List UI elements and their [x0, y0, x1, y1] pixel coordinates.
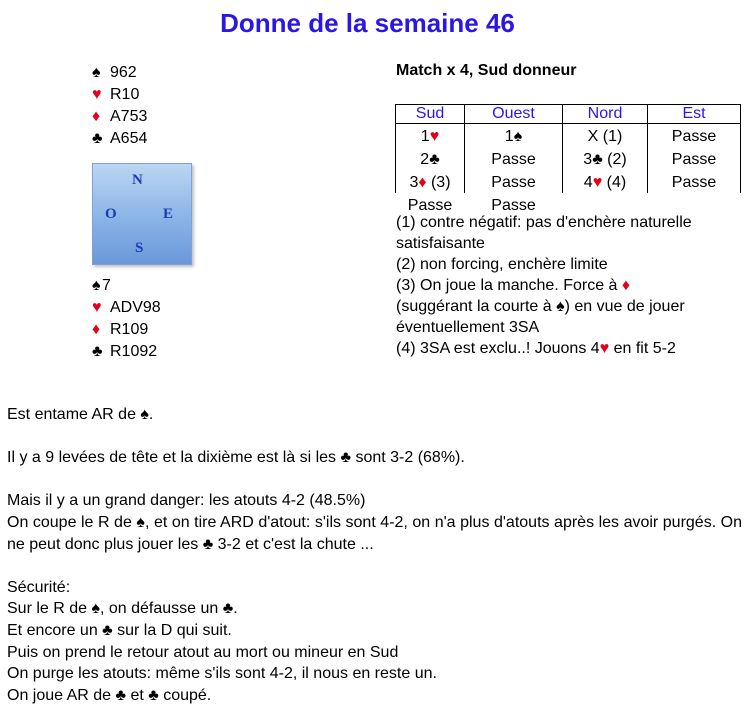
bidding-header-row [396, 105, 741, 124]
bid-text: Passe [491, 174, 536, 191]
bid-text: X (1) [587, 128, 623, 145]
bid-level: 3 [583, 151, 593, 168]
paragraph [7, 512, 742, 555]
paragraph: Sécurité: [7, 578, 71, 596]
heart-icon: ♥ [599, 340, 610, 357]
bid-level: 1 [504, 128, 514, 145]
paragraph: Puis on prend le retour atout au mort ou mineur en Sud [7, 643, 399, 661]
text: , on défausse un [99, 600, 223, 618]
bid-text: Passe [491, 197, 536, 214]
text: On coupe le R de [7, 513, 137, 531]
club-icon: ♣ [222, 600, 234, 618]
match-info: Match x 4, Sud donneur [396, 62, 577, 79]
heart-icon: ♥ [92, 299, 102, 316]
north-diamonds-cards: A753 [110, 108, 148, 125]
bid-text: Passe [671, 128, 717, 145]
note-1: (1) contre négatif: pas d'enchère naturelle satisfaisante [396, 214, 692, 252]
analysis-text [7, 404, 742, 706]
text: Est entame AR de [7, 406, 141, 423]
south-diamonds [92, 319, 161, 341]
bidding-table [395, 104, 741, 216]
bid-cell [563, 170, 648, 193]
bid-level: 4 [583, 174, 593, 191]
note-4-text: en fit 5-2 [609, 340, 676, 357]
note-3-text: (3) On joue la manche. Force à [396, 277, 622, 294]
bid-note-ref: (2) [602, 151, 627, 168]
compass-east: E [163, 206, 174, 222]
header-est: Est [648, 105, 741, 124]
note-4-text: (4) 3SA est exclu..! Jouons 4 [396, 340, 600, 357]
south-clubs [92, 341, 161, 363]
spade-icon: ♠ [136, 513, 145, 531]
bid-cell [465, 147, 563, 170]
diamond-icon: ♦ [92, 108, 101, 125]
note-3 [396, 275, 741, 338]
header-ouest: Ouest [465, 105, 563, 124]
spade-icon: ♠ [92, 64, 101, 81]
text: 3-2 et c'est la chute ... [213, 535, 374, 553]
south-diamonds-cards: R109 [110, 321, 149, 338]
bid-cell [648, 124, 741, 148]
north-clubs [92, 128, 147, 150]
south-spades-cards: 7 [102, 277, 111, 294]
text: . [233, 600, 238, 618]
diamond-icon: ♦ [621, 277, 631, 294]
bidding-row [396, 170, 741, 193]
note-2: (2) non forcing, enchère limite [396, 256, 608, 273]
club-icon: ♣ [102, 621, 113, 639]
paragraph [7, 598, 742, 620]
south-clubs-cards: R1092 [110, 343, 158, 360]
note-3-text: (suggérant la courte à [396, 298, 557, 315]
text: coupé. [158, 686, 212, 704]
club-icon: ♣ [429, 151, 440, 168]
bid-cell [563, 147, 648, 170]
bid-note-ref: (3) [426, 174, 451, 191]
paragraph [7, 685, 742, 706]
north-hand [92, 62, 147, 150]
text: Il y a 9 levées de tête et la dixième est là si les [7, 449, 341, 467]
text: . [148, 406, 154, 423]
bid-cell [396, 147, 465, 170]
south-hand [92, 275, 161, 363]
note-3-text: ) en vue de jouer éventuellement 3SA [396, 298, 685, 336]
north-diamonds [92, 106, 147, 128]
spade-icon: ♠ [513, 128, 523, 145]
text: Sur le R de [7, 600, 92, 618]
bid-text: Passe [407, 197, 453, 214]
club-icon: ♣ [340, 449, 351, 467]
text: et [126, 686, 149, 704]
north-spades-cards: 962 [110, 64, 137, 81]
north-hearts-cards: R10 [110, 86, 140, 103]
bid-level: 1 [420, 128, 430, 145]
bidding-notes [396, 212, 741, 359]
header-nord: Nord [563, 105, 648, 124]
bid-text: Passe [671, 151, 717, 168]
club-icon: ♣ [115, 686, 127, 704]
spade-icon: ♠ [140, 406, 149, 423]
text: sont 3-2 (68%). [351, 449, 465, 467]
south-hearts [92, 297, 161, 319]
text: Et encore un [7, 621, 103, 639]
bid-level: 3 [409, 174, 419, 191]
south-spades [92, 275, 161, 297]
note-4 [396, 338, 741, 359]
north-clubs-cards: A654 [110, 130, 148, 147]
paragraph [7, 447, 742, 469]
compass-south: S [135, 240, 144, 256]
page-title: Donne de la semaine 46 [220, 8, 515, 38]
north-spades [92, 62, 147, 84]
spade-icon: ♠ [92, 277, 101, 294]
heart-icon: ♥ [92, 86, 102, 103]
diamond-icon: ♦ [92, 321, 101, 338]
bid-level: 2 [420, 151, 430, 168]
club-icon: ♣ [92, 343, 103, 360]
south-hearts-cards: ADV98 [110, 299, 161, 316]
heart-icon: ♥ [429, 128, 440, 145]
bid-cell [396, 170, 465, 193]
spade-icon: ♠ [556, 298, 565, 315]
compass-north: N [132, 172, 143, 188]
club-icon: ♣ [592, 151, 603, 168]
paragraph [7, 404, 742, 426]
bid-cell [396, 124, 465, 148]
bid-cell [648, 147, 741, 170]
text: , et on tire ARD d'atout: s'ils sont 4-2, on n'a plus d'atouts après les avoir purgés. On ne peut donc plus jouer les [7, 513, 743, 553]
bid-text: Passe [491, 151, 536, 168]
bid-cell [465, 170, 563, 193]
club-icon: ♣ [148, 686, 159, 704]
bid-text: Passe [671, 174, 717, 191]
bid-cell [563, 124, 648, 148]
heart-icon: ♥ [592, 174, 603, 191]
bid-cell [648, 170, 741, 193]
paragraph [7, 620, 742, 642]
diamond-icon: ♦ [418, 174, 427, 191]
text: On joue AR de [7, 686, 116, 704]
compass-west: O [105, 206, 117, 222]
text: sur la D qui suit. [112, 621, 232, 639]
club-icon: ♣ [202, 535, 214, 553]
club-icon: ♣ [92, 130, 103, 147]
header-sud: Sud [396, 105, 465, 124]
paragraph: Mais il y a un grand danger: les atouts 4-2 (48.5%) [7, 492, 366, 510]
bid-cell [465, 124, 563, 148]
compass-box [92, 163, 192, 265]
bid-note-ref: (4) [602, 174, 627, 191]
bidding-row [396, 124, 741, 148]
spade-icon: ♠ [91, 600, 100, 618]
bidding-row [396, 147, 741, 170]
north-hearts [92, 84, 147, 106]
paragraph: On purge les atouts: même s'ils sont 4-2, il nous en reste un. [7, 665, 437, 683]
